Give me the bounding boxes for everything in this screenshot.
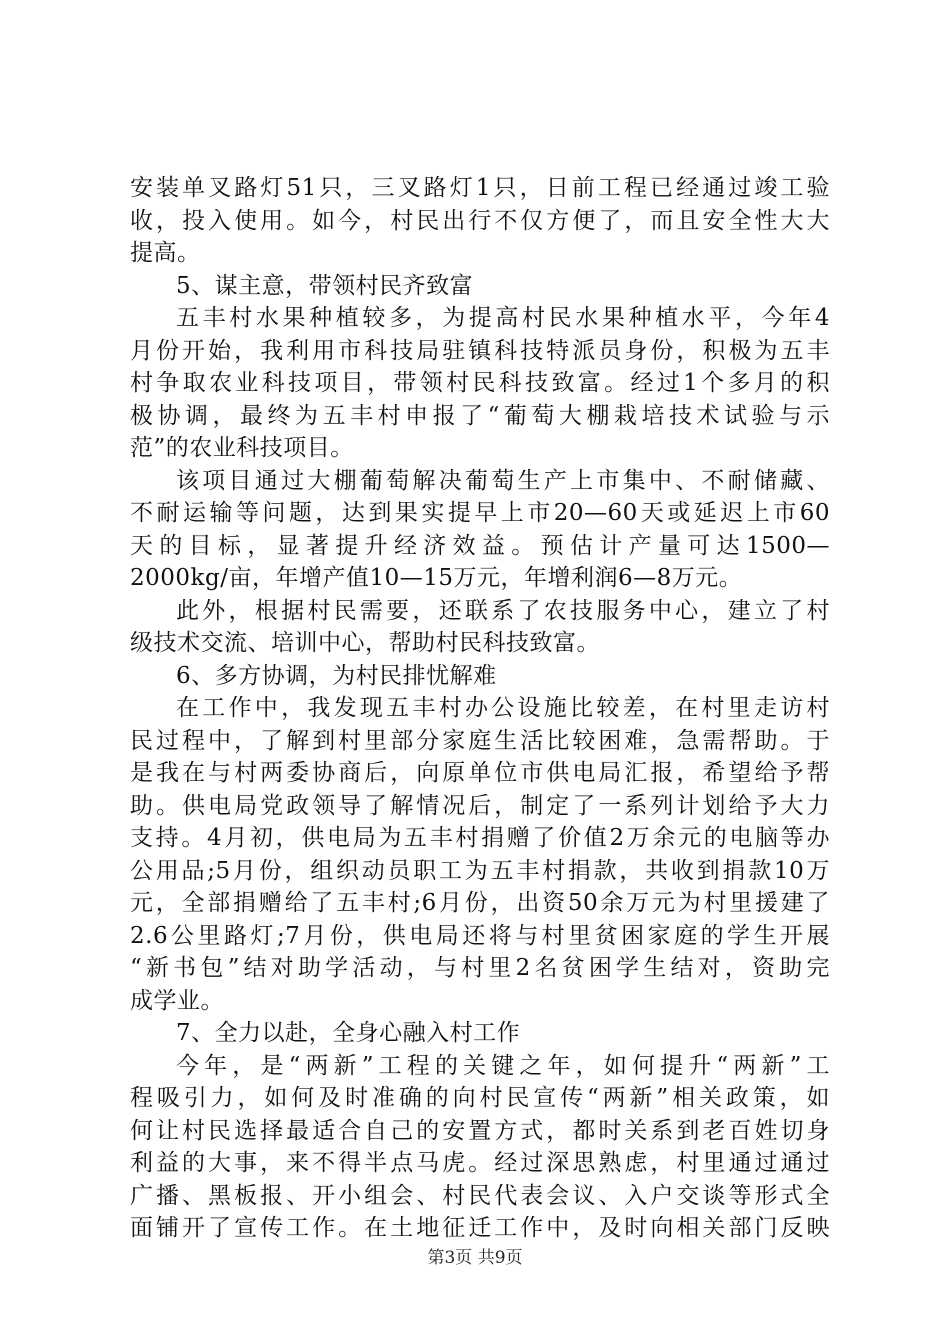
text-line: 利益的大事，来不得半点马虎。经过深思熟虑，村里通过通过 xyxy=(130,1150,830,1176)
text-line: 公用品;5月份，组织动员职工为五丰村捐款，共收到捐款10万 xyxy=(130,857,830,884)
text-line: 级技术交流、培训中心，帮助村民科技致富。 xyxy=(130,630,600,656)
section-heading: 5、谋主意，带领村民齐致富 xyxy=(176,272,474,299)
text-line: 元，全部捐赠给了五丰村;6月份，出资50余万元为村里援建了 xyxy=(130,890,830,916)
text-line: 村争取农业科技项目，带领村民科技致富。经过1个多月的积 xyxy=(130,370,830,396)
text-line: 极协调，最终为五丰村申报了“葡萄大棚栽培技术试验与示 xyxy=(130,402,830,429)
text-line: 此外，根据村民需要，还联系了农技服务中心，建立了村 xyxy=(176,597,830,624)
text-line: 广播、黑板报、开小组会、村民代表会议、入户交谈等形式全 xyxy=(130,1182,830,1209)
text-line: 该项目通过大棚葡萄解决葡萄生产上市集中、不耐储藏、 xyxy=(176,467,830,494)
text-line: 今年，是“两新”工程的关键之年，如何提升“两新”工 xyxy=(176,1052,830,1079)
text-line: 不耐运输等问题，达到果实提早上市20—60天或延迟上市60 xyxy=(130,500,830,526)
page-number-footer: 第3页 共9页 xyxy=(427,1248,523,1268)
text-line: 2.6公里路灯;7月份，供电局还将与村里贫困家庭的学生开展 xyxy=(130,922,830,949)
section-heading: 7、全力以赴，全身心融入村工作 xyxy=(176,1020,521,1046)
text-line: 提高。 xyxy=(130,240,201,266)
text-line: 民过程中，了解到村里部分家庭生活比较困难，急需帮助。于 xyxy=(130,727,830,754)
text-line: 面铺开了宣传工作。在土地征迁工作中，及时向相关部门反映 xyxy=(130,1215,830,1241)
text-line: 成学业。 xyxy=(130,987,224,1014)
text-line: 收，投入使用。如今，村民出行不仅方便了，而且安全性大大 xyxy=(130,207,830,234)
text-line: 是我在与村两委协商后，向原单位市供电局汇报，希望给予帮 xyxy=(130,760,830,786)
text-line: 2000kg/亩，年增产值10—15万元，年增利润6—8万元。 xyxy=(130,565,743,591)
text-line: 助。供电局党政领导了解情况后，制定了一系列计划给予大力 xyxy=(130,792,830,819)
text-line: 程吸引力，如何及时准确的向村民宣传“两新”相关政策，如 xyxy=(130,1085,830,1111)
text-line: 在工作中，我发现五丰村办公设施比较差，在村里走访村 xyxy=(176,695,830,721)
text-line: 月份开始，我利用市科技局驻镇科技特派员身份，积极为五丰 xyxy=(130,337,830,364)
text-line: 五丰村水果种植较多，为提高村民水果种植水平，今年4 xyxy=(176,305,830,331)
text-line: 支持。4月初，供电局为五丰村捐赠了价值2万余元的电脑等办 xyxy=(130,825,830,851)
text-line: 安装单叉路灯51只，三叉路灯1只，日前工程已经通过竣工验 xyxy=(130,175,830,201)
section-heading: 6、多方协调，为村民排忧解难 xyxy=(176,662,497,689)
text-line: “新书包”结对助学活动，与村里2名贫困学生结对，资助完 xyxy=(130,955,830,981)
text-line: 天的目标，显著提升经济效益。预估计产量可达1500— xyxy=(130,532,830,559)
text-line: 范”的农业科技项目。 xyxy=(130,435,354,461)
body-text xyxy=(130,172,830,1245)
text-line: 何让村民选择最适合自己的安置方式，都时关系到老百姓切身 xyxy=(130,1117,830,1144)
